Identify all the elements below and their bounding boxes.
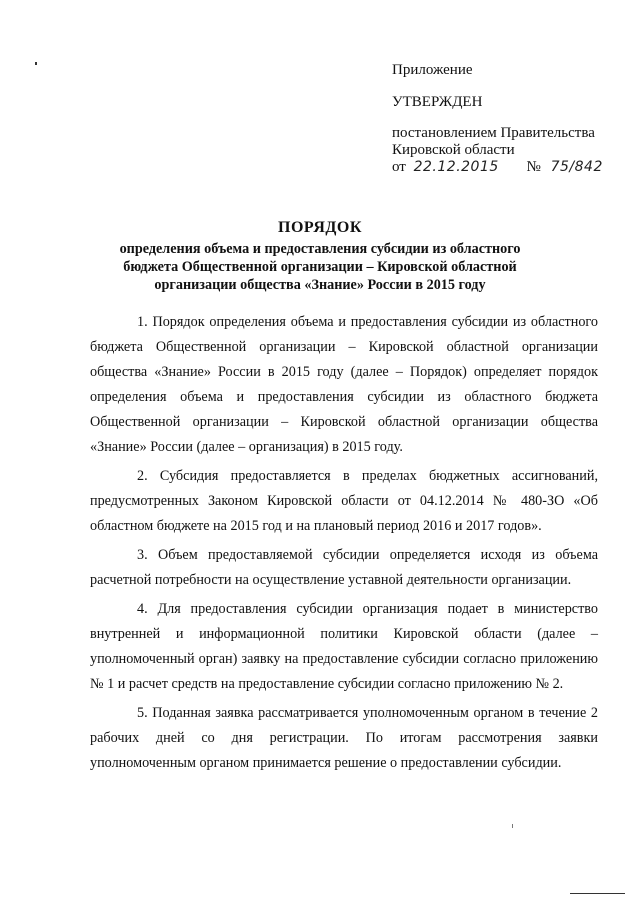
- title-block: [90, 218, 550, 294]
- approved-label: УТВЕРЖДЕН: [392, 94, 483, 110]
- subtitle-line: определения объема и предоставления субсидии из областного: [119, 241, 521, 257]
- handwritten-number: 75/842: [550, 159, 603, 175]
- subtitle-line: бюджета Общественной организации – Кировской областной: [123, 259, 517, 275]
- subtitle-line: организации общества «Знание» России в 2015 году: [154, 277, 486, 293]
- paragraph-4: 4. Для предоставления субсидии организация подает в министерство внутренней и информационной политики Кировской области (далее – уполномоченный орган) заявку на предоставление субсидии согласно приложению № 1 и расчет средств на предоставление субсидии согласно приложению № 2.: [90, 601, 598, 692]
- date-number-line: [392, 159, 622, 176]
- page-end-rule: [570, 893, 625, 894]
- paragraph-5: 5. Поданная заявка рассматривается уполномоченным органом в течение 2 рабочих дней со дня регистрации. По итогам рассмотрения заявки уполномоченным органом принимается решение о предоставлении субсидии.: [90, 705, 598, 771]
- number-prefix: №: [526, 159, 541, 175]
- date-prefix: от: [392, 159, 406, 175]
- paragraph-3: 3. Объем предоставляемой субсидии определяется исходя из объема расчетной потребности на осуществление уставной деятельности организации.: [90, 547, 598, 588]
- approval-block: [392, 62, 622, 176]
- document-subtitle: [90, 240, 550, 294]
- handwritten-date: 22.12.2015: [413, 159, 499, 175]
- scan-speck: [35, 62, 37, 65]
- paragraph-1: 1. Порядок определения объема и предоставления субсидии из областного бюджета Общественной организации – Кировской областной организации общества «Знание» России в 2015 году (далее – Порядок) определяет порядок определения объема и предоставления субсидии из областного бюджета Общественной организации – Кировской областной организации общества «Знание» России (далее – организация) в 2015 году.: [90, 314, 598, 455]
- scan-mark: [512, 824, 513, 828]
- paragraph-2: 2. Субсидия предоставляется в пределах бюджетных ассигнований, предусмотренных Законом Кировской области от 04.12.2014 № 480-ЗО «Об областном бюджете на 2015 год и на плановый период 2016 и 2017 годов».: [90, 468, 598, 534]
- document-title: ПОРЯДОК: [278, 219, 362, 236]
- appendix-label: Приложение: [392, 62, 473, 78]
- decree-line-2: Кировской области: [392, 142, 515, 158]
- decree-line-1: постановлением Правительства: [392, 125, 595, 141]
- document-body: [90, 310, 598, 780]
